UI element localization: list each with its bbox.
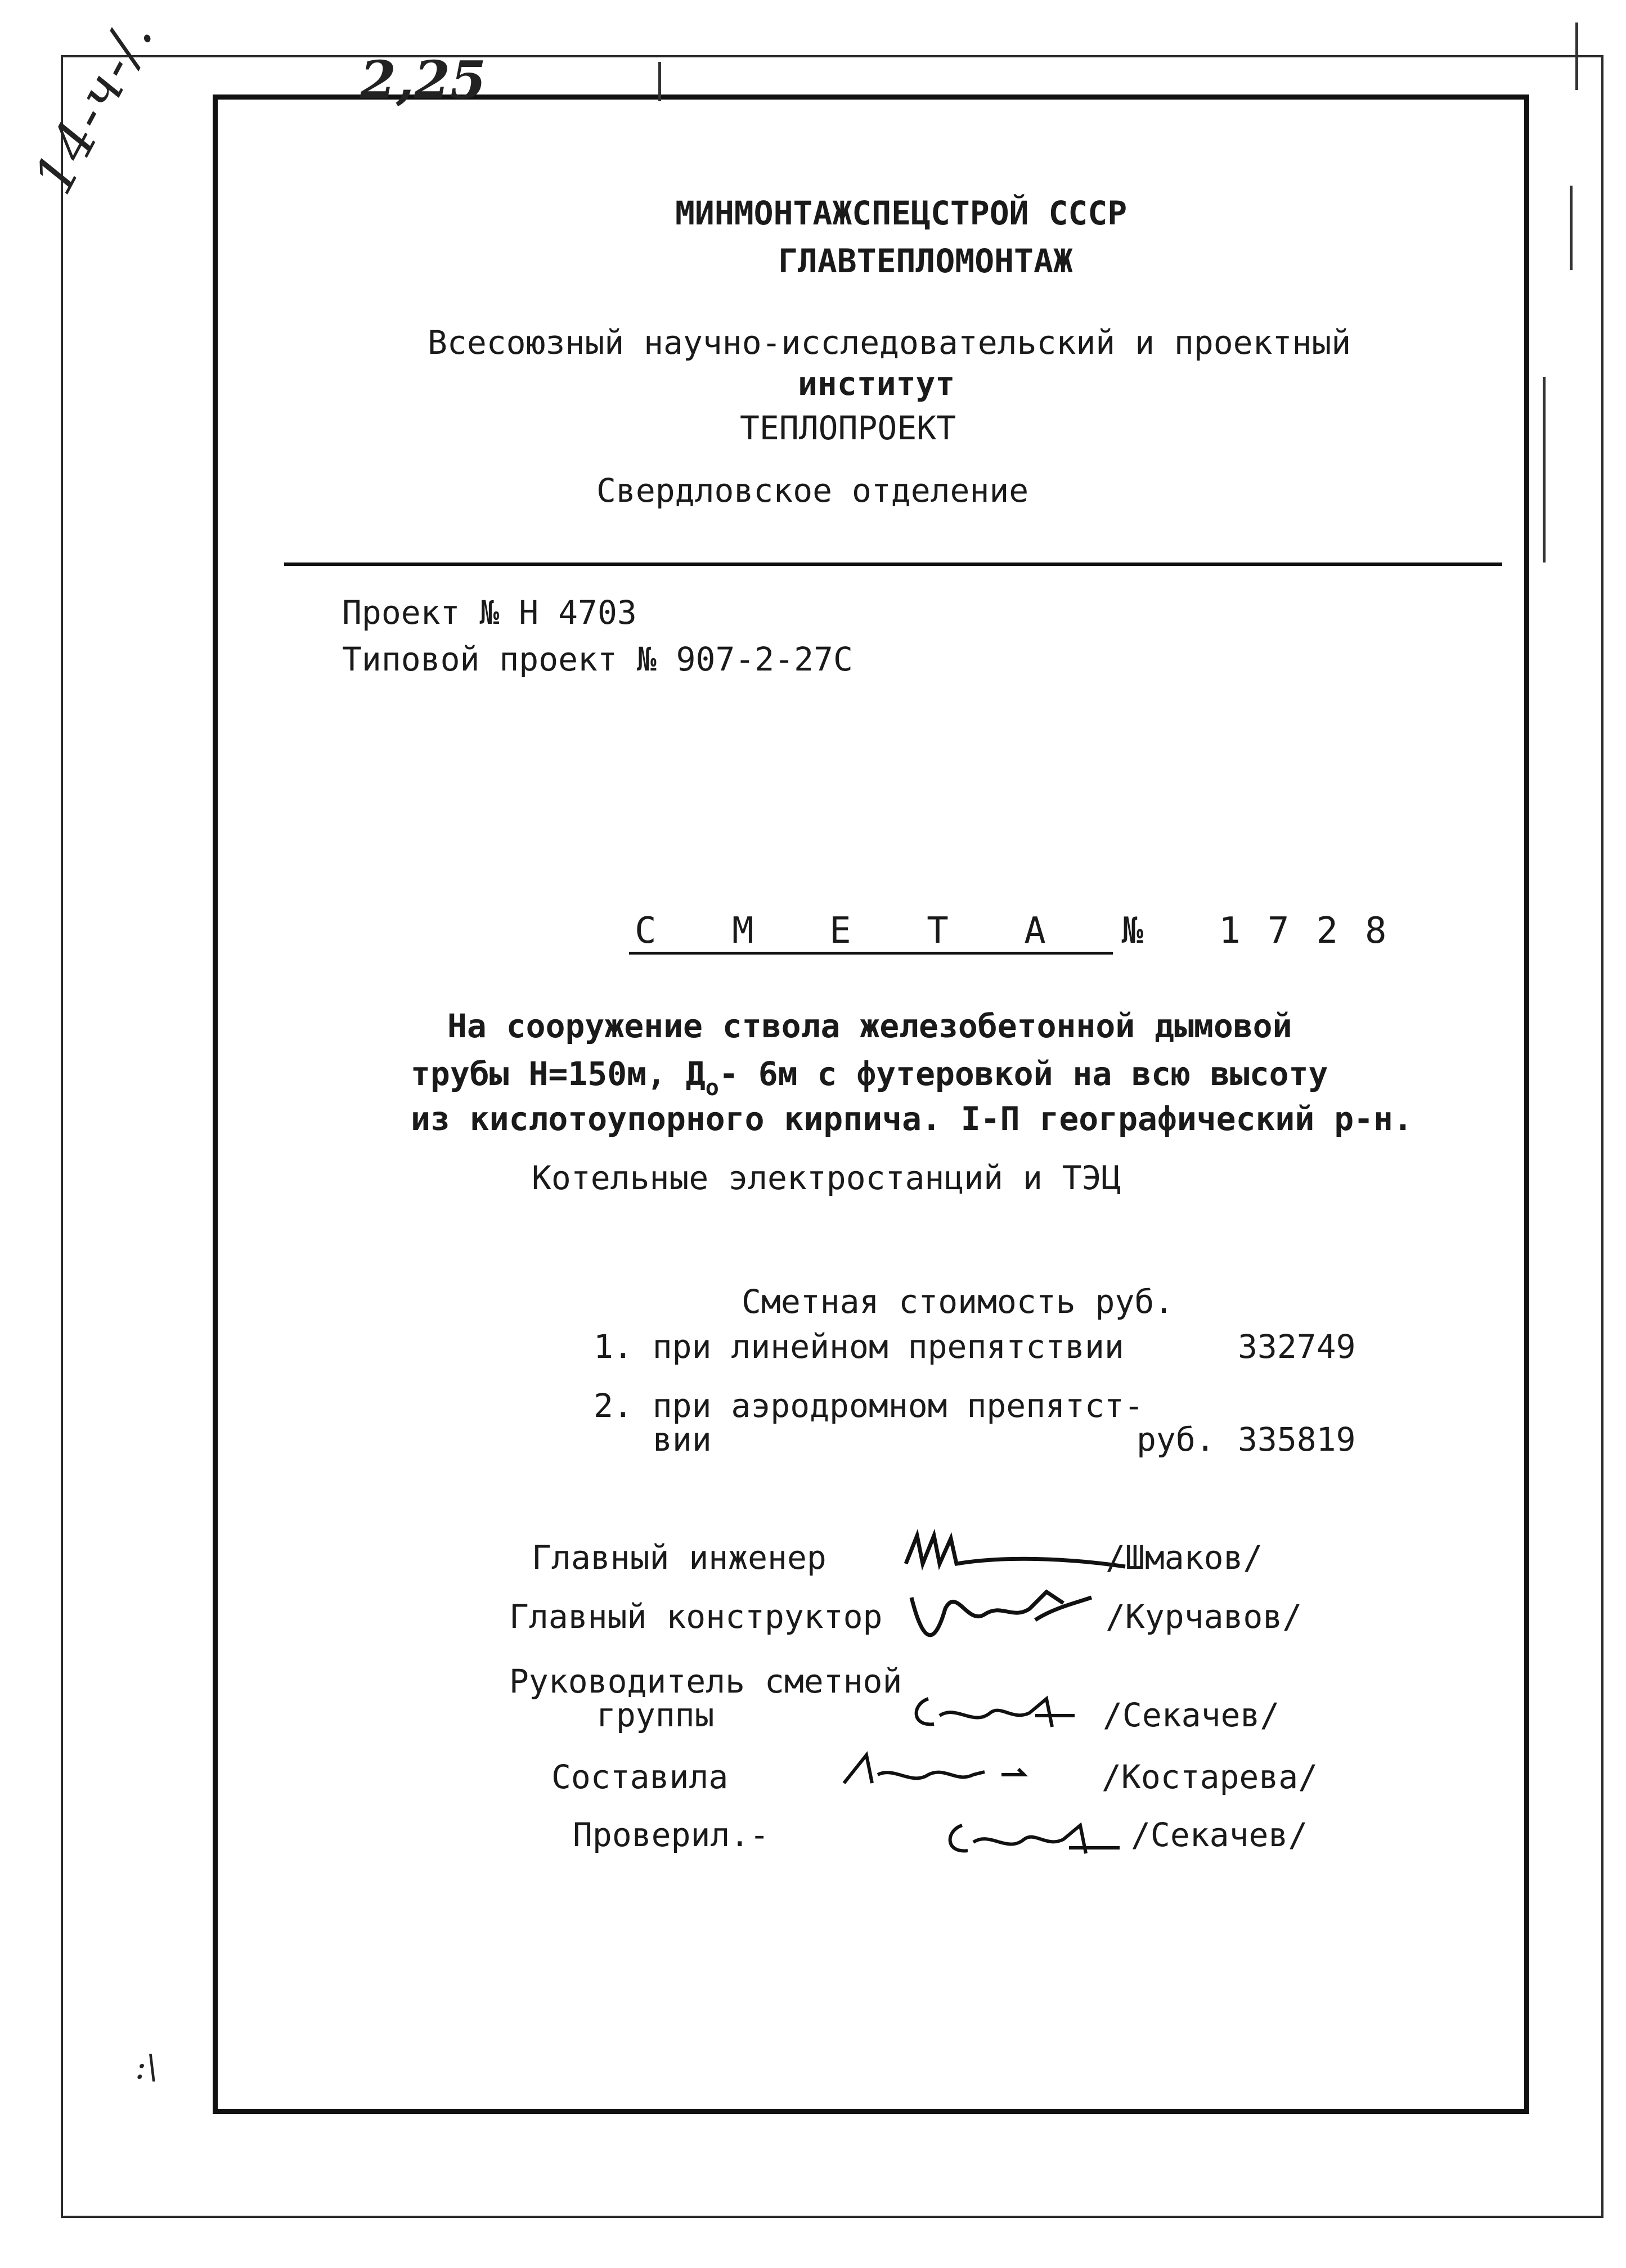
institute-line2: институт	[798, 364, 955, 403]
cost-item1-label: 1. при линейном препятствии	[594, 1328, 1124, 1366]
signature-mark	[906, 1682, 1108, 1740]
cost-item1-value: 332749	[1238, 1328, 1356, 1366]
margin-mark	[1575, 22, 1578, 90]
cost-item2-label-line1: 2. при аэродромном препятст-	[594, 1387, 1144, 1425]
cost-item2-currency: руб.	[1137, 1420, 1215, 1459]
signature-role: Руководитель сметной	[509, 1662, 902, 1700]
estimate-description-line1: На сооружение ствола железобетонной дымовой	[447, 1007, 1292, 1045]
signature-mark	[900, 1524, 1137, 1583]
signature-role: Проверил.-	[573, 1816, 770, 1854]
project-number: Проект № Н 4703	[342, 593, 637, 632]
institute-name: ТЕПЛОПРОЕКТ	[740, 409, 956, 447]
signature-mark	[833, 1744, 1058, 1802]
institute-line1: Всесоюзный научно-исследовательский и проектный	[428, 323, 1351, 362]
department-name: ГЛАВТЕПЛОМОНТАЖ	[778, 242, 1073, 280]
handwritten-top-mark: 2,25	[360, 50, 487, 110]
estimate-description-line3: из кислотоупорного кирпича. I-П географический р-н.	[411, 1100, 1413, 1138]
typical-project-number: Типовой проект № 907-2-27С	[342, 640, 853, 678]
branch-name: Свердловское отделение	[596, 471, 1029, 510]
signature-name: /Шмаков/	[1106, 1538, 1263, 1577]
signature-name: /Курчавов/	[1106, 1598, 1302, 1636]
estimate-title-underline	[629, 952, 1113, 955]
signature-mark	[940, 1806, 1142, 1870]
signature-name: /Секачев/	[1131, 1816, 1308, 1854]
signature-role: Главный инженер	[532, 1538, 827, 1577]
signature-name: /Костарева/	[1102, 1758, 1318, 1796]
handwritten-corner-note: 14-ч-/.	[21, 6, 167, 204]
estimate-title: С М Е Т А № 1728	[635, 910, 1414, 952]
estimate-category: Котельные электростанций и ТЭЦ	[532, 1159, 1121, 1197]
handwritten-bottom-mark: :\	[135, 2048, 158, 2087]
ministry-name: МИНМОНТАЖСПЕЦСТРОЙ СССР	[675, 194, 1128, 232]
signature-role: Главный конструктор	[509, 1598, 883, 1636]
signature-role-line2: группы	[596, 1696, 715, 1734]
cost-heading: Сметная стоимость руб.	[742, 1282, 1174, 1321]
margin-mark	[658, 62, 661, 101]
signature-role: Составила	[551, 1758, 729, 1796]
signature-name: /Секачев/	[1103, 1696, 1280, 1734]
signature-mark	[900, 1575, 1114, 1656]
estimate-description-line2: трубы Н=150м, $Д_о-$ 6м с футеровкой на всю высоту	[411, 1055, 1328, 1101]
header-divider	[284, 562, 1502, 566]
margin-mark	[1543, 377, 1546, 562]
cost-item2-label-line2: вии	[653, 1420, 712, 1459]
margin-mark	[1570, 186, 1573, 270]
cost-item2-value: 335819	[1238, 1420, 1356, 1459]
